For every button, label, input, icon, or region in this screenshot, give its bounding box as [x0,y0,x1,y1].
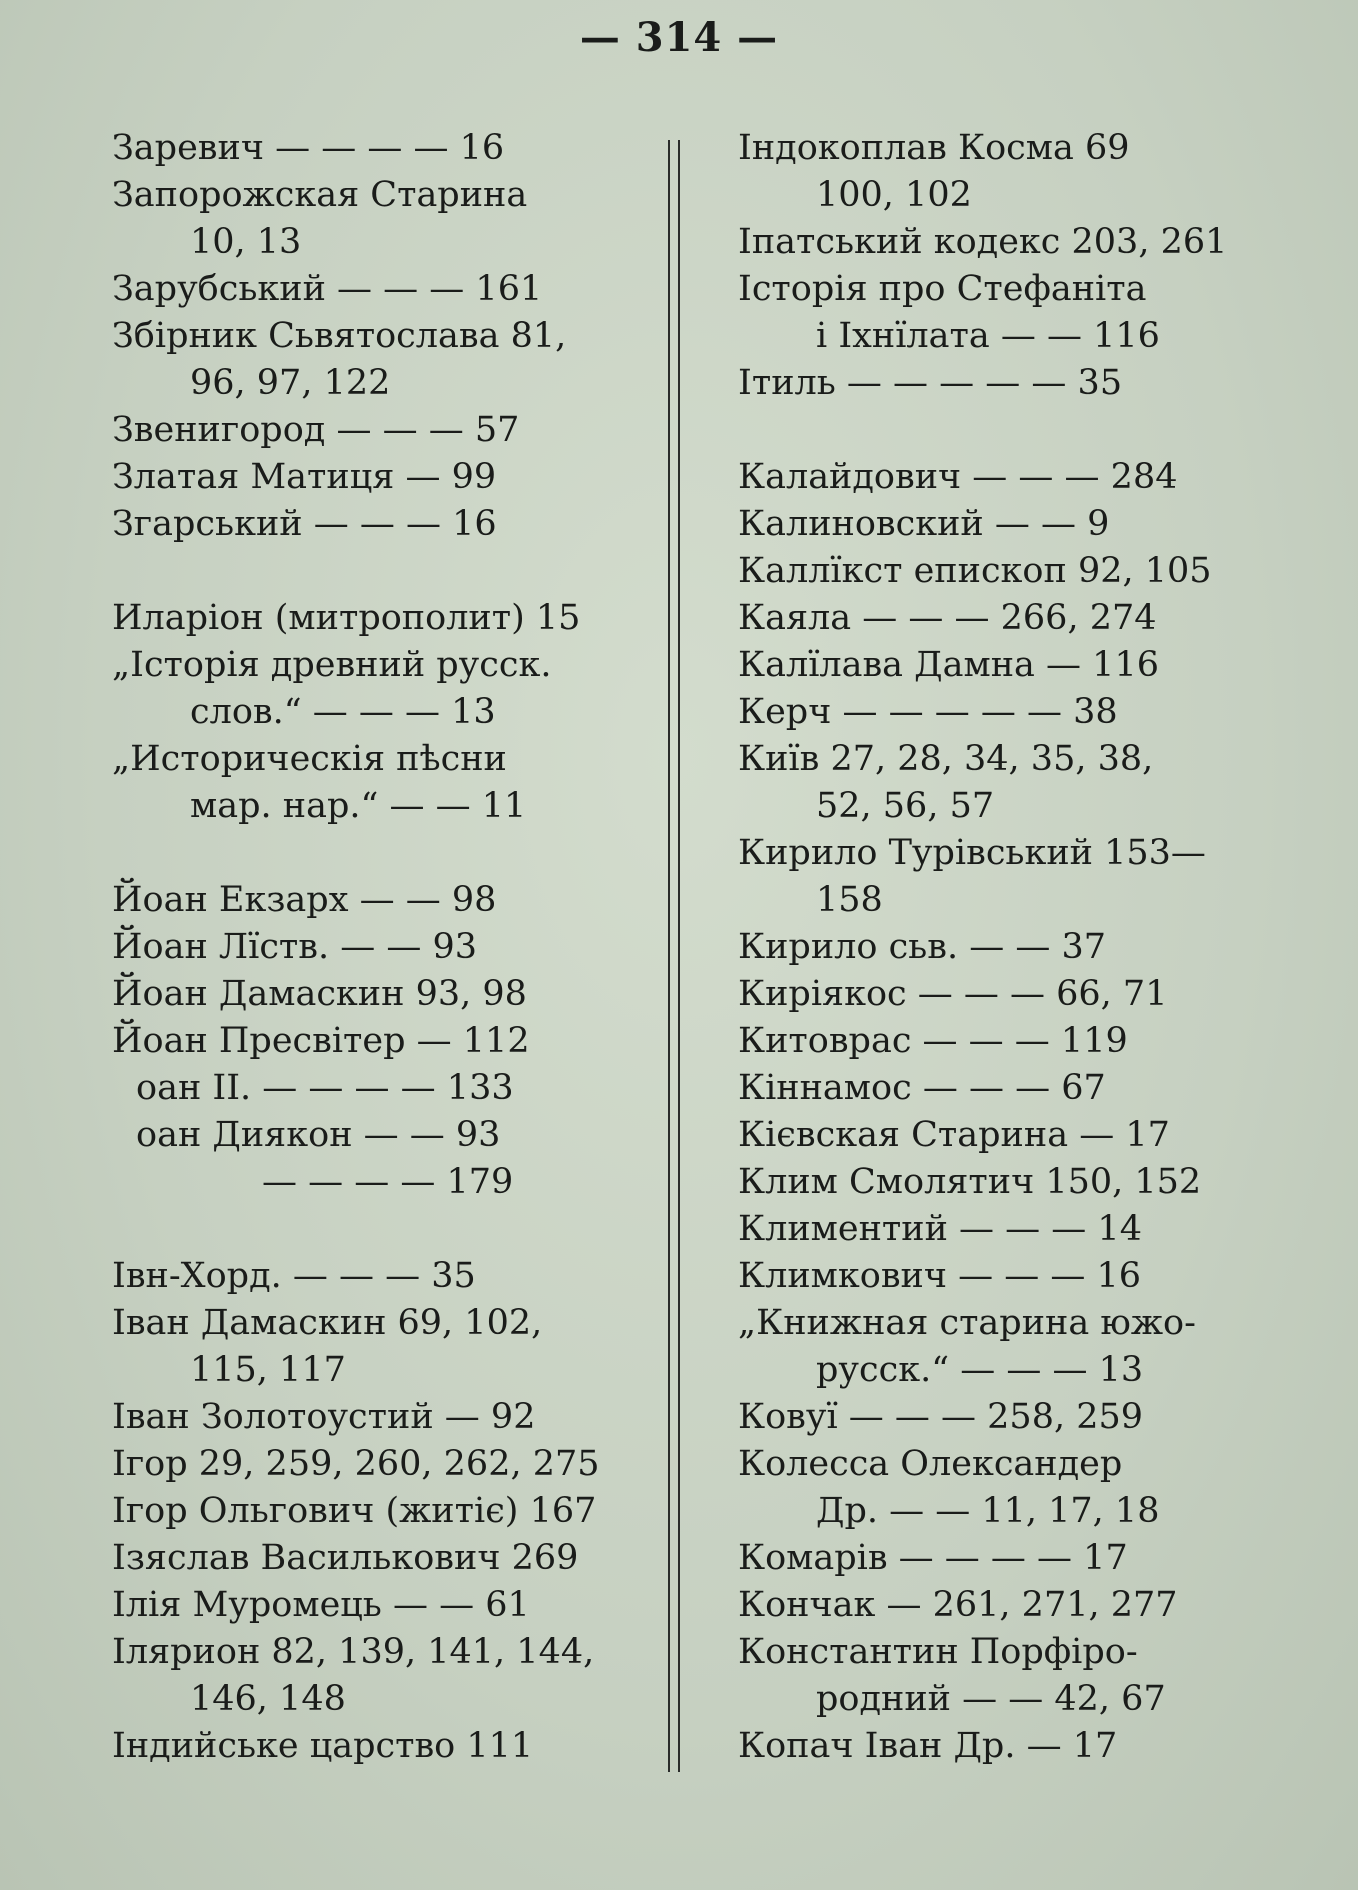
index-entry: Ітиль — — — — — 35 [738,363,1123,403]
index-entry: Заревич — — — — 16 [112,128,505,168]
index-entry: Каллїкст епископ 92, 105 [738,551,1212,591]
blank-line [738,407,1268,454]
index-entry: Климкович — — — 16 [738,1256,1142,1296]
index-entry: Зарубський — — — 161 [112,269,543,309]
index-entry: Китоврас — — — 119 [738,1021,1128,1061]
index-entry: Кієвская Старина — 17 [738,1115,1170,1155]
index-entry: Йоан Пресвітер — 112 [112,1021,530,1061]
index-entry: Запорожская Старина [112,175,528,215]
index-entry: „Историческія пѣсни [112,739,507,779]
index-entry: „Книжная старина южо- [738,1303,1196,1343]
index-entry: Иларіон (митрополит) 15 [112,598,581,638]
index-entry: Ковуї — — — 258, 259 [738,1397,1144,1437]
blank-line [112,548,632,595]
index-entry: Кирило сьв. — — 37 [738,927,1106,967]
index-entry: Ілярион 82, 139, 141, 144, [112,1632,595,1672]
index-entry: — — — — 179 [262,1162,514,1202]
index-entry: Кончак — 261, 271, 277 [738,1585,1178,1625]
index-entry: Калиновский — — 9 [738,504,1110,544]
index-entry: русск.“ — — — 13 [816,1350,1144,1390]
index-entry: родний — — 42, 67 [816,1679,1166,1719]
index-entry: 52, 56, 57 [816,786,995,826]
index-entry: Івн-Хорд. — — — 35 [112,1256,476,1296]
index-entry: Ізяслав Василькович 269 [112,1538,579,1578]
index-entry: слов.“ — — — 13 [190,692,496,732]
index-entry: 115, 117 [190,1350,346,1390]
index-entry: Керч — — — — — 38 [738,692,1118,732]
index-entry: 158 [816,880,883,920]
index-entry: Йоан Лїств. — — 93 [112,927,478,967]
index-entry: Ігор 29, 259, 260, 262, 275 [112,1444,600,1484]
index-entry: Копач Іван Др. — 17 [738,1726,1118,1766]
index-entry: Збірник Сьвятослава 81, [112,316,567,356]
index-entry: 146, 148 [190,1679,346,1719]
index-entry: „Історія древний русск. [112,645,552,685]
index-entry: Др. — — 11, 17, 18 [816,1491,1160,1531]
index-entry: Звенигород — — — 57 [112,410,520,450]
index-entry: 100, 102 [816,175,972,215]
index-entry: оан II. — — — — 133 [136,1068,514,1108]
index-entry: Йоан Дамаскин 93, 98 [112,974,527,1014]
index-entry: Історія про Стефаніта [738,269,1147,309]
index-entry: Ілія Муромець — — 61 [112,1585,530,1625]
index-entry: Іпатський кодекс 203, 261 [738,222,1228,262]
index-entry: оан Диякон — — 93 [136,1115,501,1155]
left-column [112,125,632,1770]
column-divider [668,140,680,1772]
index-entry: Київ 27, 28, 34, 35, 38, [738,739,1154,779]
index-entry: Іван Золотоустий — 92 [112,1397,536,1437]
index-entry: Іван Дамаскин 69, 102, [112,1303,543,1343]
index-entry: і Іхнїлата — — 116 [816,316,1160,356]
index-entry: Ігор Ольгович (житіє) 167 [112,1491,597,1531]
index-entry: Йоан Екзарх — — 98 [112,880,497,920]
blank-line [112,1206,632,1253]
index-entry: мар. нар.“ — — 11 [190,786,527,826]
index-entry: Кирило Турівський 153— [738,833,1206,873]
right-column [738,125,1268,1770]
index-entry: Златая Матиця — 99 [112,457,497,497]
index-entry: Константин Порфіро- [738,1632,1138,1672]
index-entry: Калайдович — — — 284 [738,457,1178,497]
index-entry: Кіннамос — — — 67 [738,1068,1106,1108]
page-number: — 314 — [579,14,779,61]
index-entry: Комарів — — — — 17 [738,1538,1128,1578]
index-entry: Каяла — — — 266, 274 [738,598,1157,638]
blank-line [112,830,632,877]
index-entry: Індокоплав Косма 69 [738,128,1130,168]
index-entry: 96, 97, 122 [190,363,391,403]
index-entry: Індийське царство 111 [112,1726,534,1766]
index-entry: Згарський — — — 16 [112,504,497,544]
index-entry: Климентий — — — 14 [738,1209,1142,1249]
index-entry: Клим Смолятич 150, 152 [738,1162,1202,1202]
index-entry: Калїлава Дамна — 116 [738,645,1159,685]
index-entry: 10, 13 [190,222,302,262]
index-entry: Колесса Олександер [738,1444,1123,1484]
index-entry: Киріякос — — — 66, 71 [738,974,1168,1014]
